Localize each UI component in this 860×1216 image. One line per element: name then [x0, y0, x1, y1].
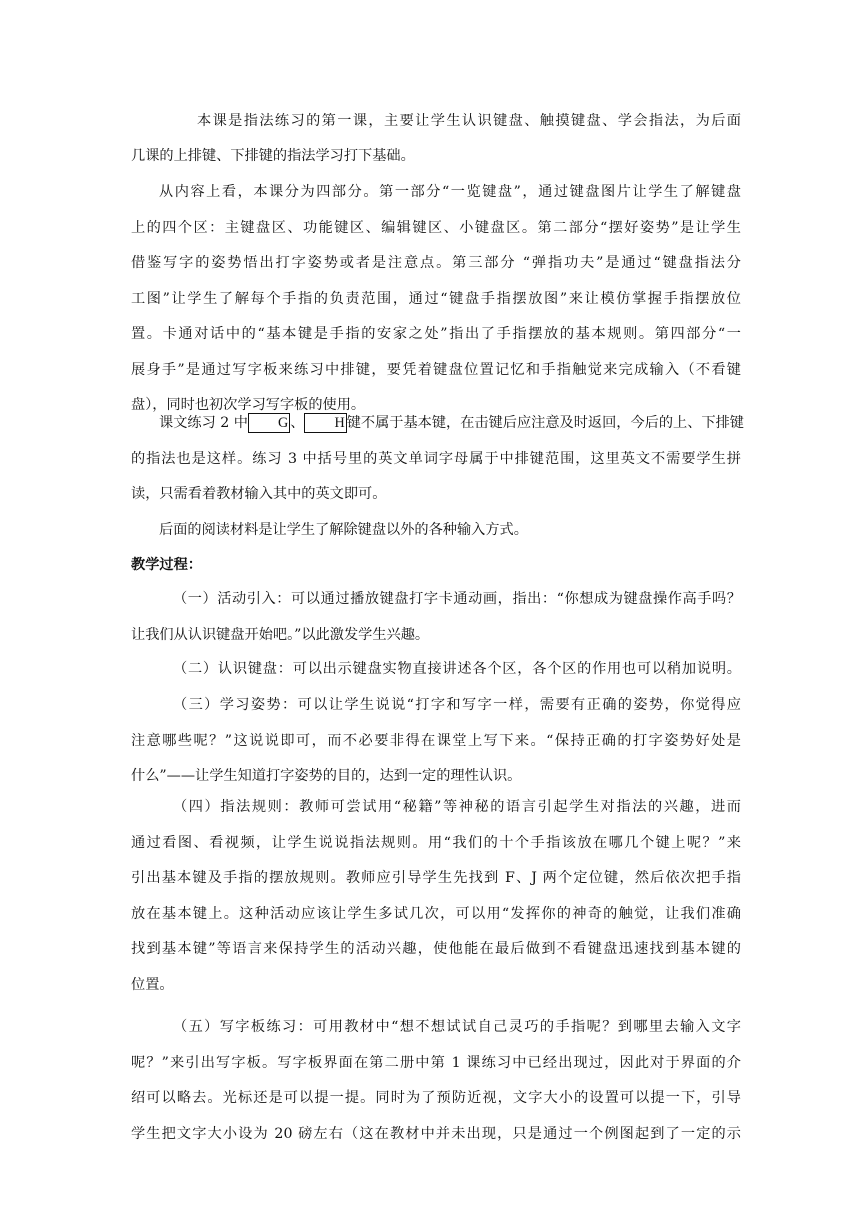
text-line: 工图”让学生了解每个手指的负责范围，通过“键盘手指摆放图”来让模仿掌握手指摆放位 [131, 290, 741, 307]
step-4-paragraph [131, 790, 741, 1003]
text-line: 盘），同时也初次学习写字板的使用。 [131, 397, 366, 413]
text-line: 置。卡通对话中的“基本键是手指的安家之处”指出了手指摆放的基本规则。第四部分“一 [131, 326, 741, 342]
key-g-box: G [248, 413, 290, 433]
text-line: 读，只需看着教材输入其中的英文即可。 [131, 486, 387, 502]
step-2-paragraph [131, 652, 741, 688]
text-line: 找到基本键”等语言来保持学生的活动兴趣，使他能在最后做到不看键盘迅速找到基本键的 [131, 941, 741, 957]
text-line: 后面的阅读材料是让学生了解除键盘以外的各种输入方式。 [159, 522, 528, 538]
intro-paragraph [145, 104, 741, 140]
exercise-note-paragraph [131, 406, 744, 513]
text-line: 上的四个区：主键盘区、功能键区、编辑键区、小键盘区。第二部分“摆好姿势”是让学生 [131, 219, 741, 236]
heading-text: 教学过程： [131, 557, 202, 573]
text-line: 的指法也是这样。练习 3 中括号里的英文单词字母属于中排键范围，这里英文不需要学生拼 [131, 450, 741, 467]
text-line: 借鉴写字的姿势悟出打字姿势或者是注意点。第三部分 “弹指功夫”是通过“键盘指法分 [131, 255, 741, 271]
text-segment: 键不属于基本键，在击键后应注意及时返回，今后的上、下排键 [346, 415, 744, 431]
text-line: （四）指法规则：教师可尝试用“秘籍”等神秘的语言引起学生对指法的兴趣，进而 [173, 799, 741, 815]
content-overview-paragraph [131, 175, 741, 424]
text-line: （三）学习姿势：可以让学生说说“打字和写字一样，需要有正确的姿势，你觉得应 [173, 697, 741, 713]
text-line: （一）活动引入：可以通过播放键盘打字卡通动画，指出：“你想成为键盘操作高手吗？ [173, 591, 741, 607]
text-line: 让我们从认识键盘开始吧。”以此激发学生兴趣。 [131, 626, 430, 643]
text-line: 几课的上排键、下排键的指法学习打下基础。 [131, 148, 415, 164]
text-line: 什么”——让学生知道打字姿势的目的，达到一定的理性认识。 [131, 768, 522, 784]
text-line: 位置。 [131, 976, 174, 993]
text-line: 注意哪些呢？”这说说即可，而不必要非得在课堂上写下来。“保持正确的打字姿势好处是 [131, 732, 741, 749]
step-1-paragraph [131, 582, 741, 653]
reading-material-paragraph [131, 513, 741, 549]
intro-paragraph-cont [131, 139, 741, 175]
key-h-box: H [304, 413, 346, 433]
text-segment: 课文练习 2 中 [159, 415, 248, 431]
step-3-paragraph [131, 688, 741, 795]
text-line: 本课是指法练习的第一课，主要让学生认识键盘、触摸键盘、学会指法，为后面 [197, 113, 741, 129]
text-line: 学生把文字大小设为 20 磅左右（这在教材中并未出现，只是通过一个例图起到了一定的示 [131, 1125, 741, 1142]
text-line: 通过看图、看视频，让学生说说指法规则。用“我们的十个手指该放在哪几个键上呢？”来 [131, 834, 741, 851]
text-line: 从内容上看，本课分为四部分。第一部分“一览键盘”，通过键盘图片让学生了解键盘 [159, 184, 741, 200]
text-line: （五）写字板练习：可用教材中“想不想试试自己灵巧的手指呢？到哪里去输入文字 [173, 1019, 741, 1035]
text-line: 引出基本键及手指的摆放规则。教师应引导学生先找到 F、J 两个定位键，然后依次把手指 [131, 870, 741, 886]
text-line [131, 406, 744, 442]
text-line: 绍可以略去。光标还是可以提一提。同时为了预防近视，文字大小的设置可以提一下，引导 [131, 1090, 741, 1106]
text-line: 展身手”是通过写字板来练习中排键，要凭着键盘位置记忆和手指触觉来完成输入（不看键 [131, 361, 741, 378]
step-5-paragraph [131, 1010, 741, 1152]
section-heading [131, 548, 741, 584]
text-line: 呢？”来引出写字板。写字板界面在第二册中第 1 课练习中已经出现过，因此对于界面的介 [131, 1054, 741, 1071]
text-line: 放在基本键上。这种活动应该让学生多试几次，可以用“发挥你的神奇的触觉，让我们准确 [131, 905, 741, 922]
separator: 、 [290, 415, 305, 431]
text-line: （二）认识键盘：可以出示键盘实物直接讲述各个区，各个区的作用也可以稍加说明。 [173, 661, 741, 677]
